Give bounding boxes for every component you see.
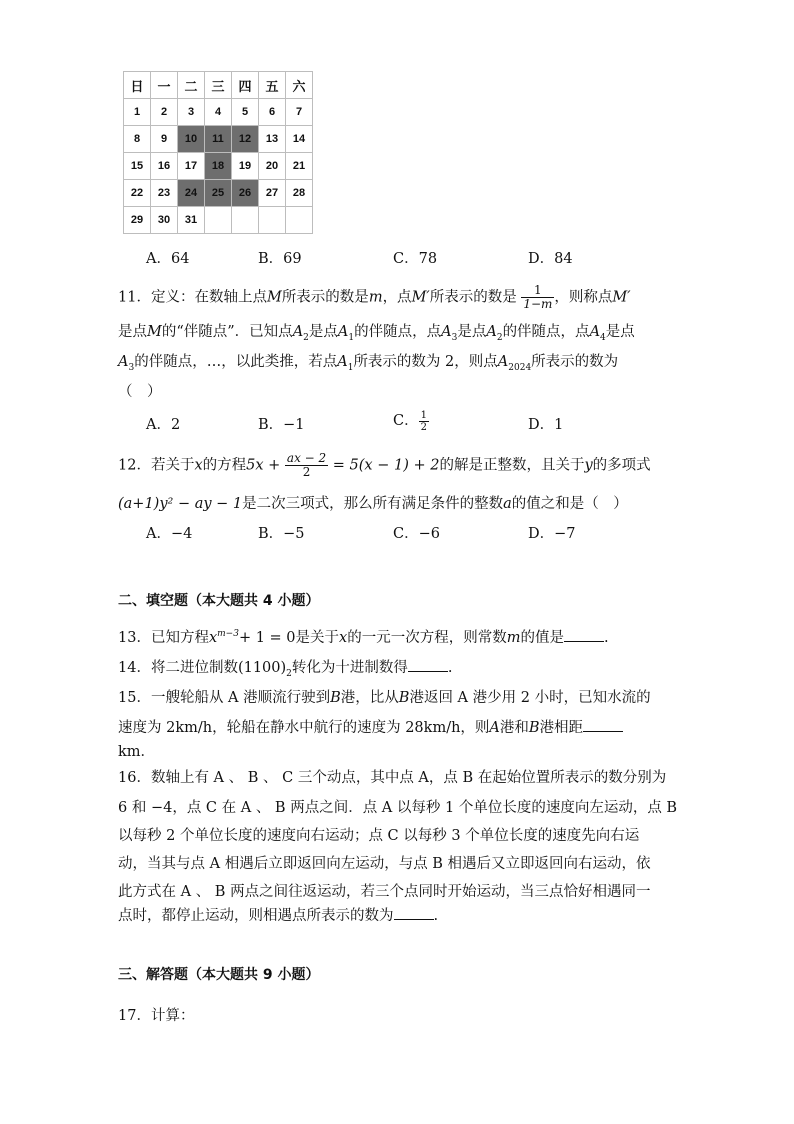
q11-text: 是点 [605, 324, 635, 340]
section-3-heading: 三、解答题（本大题共 9 小题） [118, 967, 320, 983]
q10-option-c: C．78 [393, 251, 438, 267]
weekday-header: 六 [286, 72, 313, 99]
calendar-row [124, 180, 313, 207]
calendar-cell: 21 [286, 153, 313, 180]
weekday-header: 日 [124, 72, 151, 99]
q14-text: 14．将二进位制数 [118, 660, 238, 676]
calendar-cell: 7 [286, 99, 313, 126]
calendar-row [124, 153, 313, 180]
calendar-cell-highlighted: 26 [232, 180, 259, 207]
fraction-denominator: 2 [302, 465, 311, 479]
q12-fraction [285, 452, 328, 479]
q16-line-2: 6 和 −4，点 C 在 A 、 B 两点之间．点 A 以每秒 1 个单位长度的速度向左运动，点 B [118, 800, 678, 816]
q13-text: 的值是 [520, 630, 564, 646]
calendar-cell: 4 [205, 99, 232, 126]
q16-text: 点时，都停止运动，则相遇点所表示的数为 [118, 908, 394, 924]
answer-blank[interactable] [583, 719, 623, 732]
q11-option-c-fraction [419, 410, 429, 433]
q15-text: 港相距 [539, 720, 584, 736]
q12-line-1 [118, 452, 651, 479]
q11-text: 的伴随点，点 [502, 324, 590, 340]
q11-line-1 [118, 284, 631, 311]
q11-text: 的伴随点，…，以此类推，若点 [134, 354, 338, 370]
q11-text: 是点 [457, 324, 487, 340]
q12-text: 的多项式 [592, 457, 651, 474]
q11-option-c [393, 409, 429, 433]
q13-var: m [506, 630, 521, 646]
q15-var: B [398, 690, 410, 706]
q11-option-a: A．2 [146, 417, 181, 433]
calendar-row [124, 99, 313, 126]
section-2-heading: 二、填空题（本大题共 4 小题） [118, 593, 320, 609]
q10-option-d: D．84 [528, 251, 573, 267]
fraction-numerator: 1 [420, 409, 427, 421]
option-label: C． [393, 413, 419, 429]
weekday-header: 一 [151, 72, 178, 99]
q13-text: . [603, 630, 609, 646]
q13-text: 是关于 [295, 630, 340, 646]
answer-blank[interactable] [564, 629, 604, 642]
q11-var: A [589, 324, 601, 340]
q15-var: B [528, 720, 540, 736]
q12-text: 的值之和是（ ） [511, 496, 628, 512]
q11-text: 是点 [118, 324, 147, 340]
q11-var: M′ [612, 289, 631, 306]
q12-text: 12．若关于 [118, 457, 195, 474]
q11-text: 所表示的数为 2，则点 [353, 354, 498, 370]
q11-text: 的伴随点，点 [354, 324, 442, 340]
q11-text: 的“伴随点”．已知点 [161, 324, 293, 340]
q12-line-2 [118, 492, 628, 513]
q15-line-3: km． [118, 744, 156, 760]
calendar-cell: 15 [124, 153, 151, 180]
calendar-row [124, 126, 313, 153]
calendar-cell-highlighted: 11 [205, 126, 232, 153]
calendar-cell [232, 207, 259, 234]
q16-line-3: 以每秒 2 个单位长度的速度向右运动；点 C 以每秒 3 个单位长度的速度先向右运 [118, 828, 640, 844]
q12-var: x [194, 457, 203, 474]
calendar-cell [205, 207, 232, 234]
calendar-cell-highlighted: 25 [205, 180, 232, 207]
calendar-cell [286, 207, 313, 234]
q12-option-c: C．−6 [393, 526, 440, 542]
calendar-cell: 31 [178, 207, 205, 234]
q11-var: m [368, 289, 383, 306]
q16-line-4: 动，当其与点 A 相遇后立即返回向左运动，与点 B 相遇后又立即返回向右运动，依 [118, 856, 651, 872]
calendar-cell: 13 [259, 126, 286, 153]
calendar-cell: 3 [178, 99, 205, 126]
q12-polynomial: (a+1)y² − ay − 1 [118, 496, 243, 512]
q11-var: M [266, 289, 282, 306]
calendar-cell: 30 [151, 207, 178, 234]
q10-option-a: A．64 [146, 251, 190, 267]
calendar-row [124, 207, 313, 234]
calendar-table [123, 71, 313, 234]
calendar-cell-highlighted: 10 [178, 126, 205, 153]
calendar-cell-highlighted: 24 [178, 180, 205, 207]
q16-line-1: 16．数轴上有 A 、 B 、 C 三个动点，其中点 A，点 B 在起始位置所表示的数分别为 [118, 770, 667, 786]
q12-option-d: D．−7 [528, 526, 576, 542]
fraction-denominator: 2 [420, 421, 427, 433]
q12-equation-left: 5x + [246, 457, 281, 474]
q11-text: 所表示的数为 [531, 354, 619, 370]
calendar-cell-highlighted: 18 [205, 153, 232, 180]
fraction-denominator: 1−m [523, 297, 553, 311]
fraction-numerator: ax − 2 [286, 451, 327, 465]
fraction-numerator: 1 [521, 284, 554, 298]
q11-var: A [337, 354, 348, 370]
q11-var: A [441, 324, 452, 340]
q14-text: 转化为十进制数得 [291, 660, 408, 676]
q16-line-5: 此方式在 A 、 B 两点之间往返运动，若三个点同时开始运动，当三点恰好相遇同一 [118, 884, 651, 900]
q15-text: 港和 [499, 720, 529, 736]
q11-var: M′ [411, 289, 430, 306]
weekday-header: 二 [178, 72, 205, 99]
calendar-cell-highlighted: 12 [232, 126, 259, 153]
answer-blank[interactable] [394, 907, 434, 920]
calendar-cell: 22 [124, 180, 151, 207]
q11-answer-paren: （ ） [118, 384, 162, 400]
q14-base: 2 [286, 668, 292, 679]
q15-var: A [489, 720, 500, 736]
q13-var: x [208, 630, 218, 646]
weekday-header: 四 [232, 72, 259, 99]
q11-text: 是点 [308, 324, 338, 340]
q12-option-a: A．−4 [146, 526, 193, 542]
q15-text: 15．一艘轮船从 A 港顺流行驶到 [118, 690, 331, 706]
calendar-cell: 9 [151, 126, 178, 153]
calendar-cell: 1 [124, 99, 151, 126]
q12-option-b: B．−5 [258, 526, 305, 542]
calendar-cell: 23 [151, 180, 178, 207]
q14-line [118, 656, 453, 679]
calendar-cell: 19 [232, 153, 259, 180]
q13-var: x [339, 630, 348, 646]
q15-var: B [330, 690, 341, 706]
calendar-header-row [124, 72, 313, 99]
q13-text: 13．已知方程 [118, 630, 209, 646]
q11-var: M [147, 324, 162, 340]
q15-text: 港返回 A 港少用 2 小时，已知水流的 [409, 690, 651, 706]
q16-text: . [433, 908, 439, 924]
q14-text: . [447, 660, 453, 676]
q15-text: 速度为 2km/h，轮船在静水中航行的速度为 28km/h，则 [118, 720, 490, 736]
q11-text: 所表示的数是 [281, 289, 369, 306]
q16-line-6 [118, 904, 438, 925]
calendar-cell: 17 [178, 153, 205, 180]
q11-option-d: D．1 [528, 417, 564, 433]
calendar-cell [259, 207, 286, 234]
q14-binary-number: (1100) [237, 660, 287, 676]
q11-option-b: B．−1 [258, 417, 305, 433]
calendar-cell: 20 [259, 153, 286, 180]
q11-text: 所表示的数是 [429, 289, 517, 306]
q11-var: A [486, 324, 497, 340]
q11-line-3: $A_3$的伴随点，…，以此类推，若点$A_1$所表示的数为 2，则点$A_{2024}$所表示的数为 [118, 354, 619, 373]
q13-exponent: m−3 [217, 629, 239, 640]
calendar-cell: 27 [259, 180, 286, 207]
q12-equation-right: = 5(x − 1) + 2 [332, 457, 440, 474]
calendar-cell: 29 [124, 207, 151, 234]
q13-line [118, 626, 609, 647]
calendar-cell: 2 [151, 99, 178, 126]
q11-text: 11．定义：在数轴上点 [118, 289, 267, 306]
calendar-cell: 5 [232, 99, 259, 126]
q11-fraction [521, 284, 554, 311]
q11-var: A [337, 324, 349, 340]
q12-var: y [584, 457, 593, 474]
q11-line-2: 是点M的“伴随点”．已知点$A_2$是点$A_1$的伴随点，点$A_3$是点$A_2$的伴随点，点$A_4$是点 [118, 324, 635, 343]
q15-text: 港，比从 [340, 690, 399, 706]
answer-blank[interactable] [408, 659, 448, 672]
q11-text: ，则称点 [554, 289, 613, 306]
weekday-header: 五 [259, 72, 286, 99]
q11-text: ，点 [382, 289, 412, 306]
calendar-cell: 8 [124, 126, 151, 153]
q11-var: A [497, 354, 509, 370]
q11-var: A [118, 354, 129, 370]
q11-var: A [292, 324, 304, 340]
weekday-header: 三 [205, 72, 232, 99]
q15-line-1 [118, 686, 651, 707]
calendar-cell: 14 [286, 126, 313, 153]
calendar-cell: 28 [286, 180, 313, 207]
q12-text: 的方程 [202, 457, 247, 474]
q13-text: 的一元一次方程，则常数 [347, 630, 507, 646]
q12-var: a [503, 496, 512, 512]
calendar-cell: 6 [259, 99, 286, 126]
q13-text: + 1 = 0 [238, 630, 296, 646]
q12-text: 是二次三项式，那么所有满足条件的整数 [242, 496, 504, 512]
q10-option-b: B．69 [258, 251, 302, 267]
q15-line-2 [118, 716, 623, 737]
q12-text: 的解是正整数，且关于 [439, 457, 585, 474]
calendar-cell: 16 [151, 153, 178, 180]
q17-line: 17．计算： [118, 1008, 195, 1024]
